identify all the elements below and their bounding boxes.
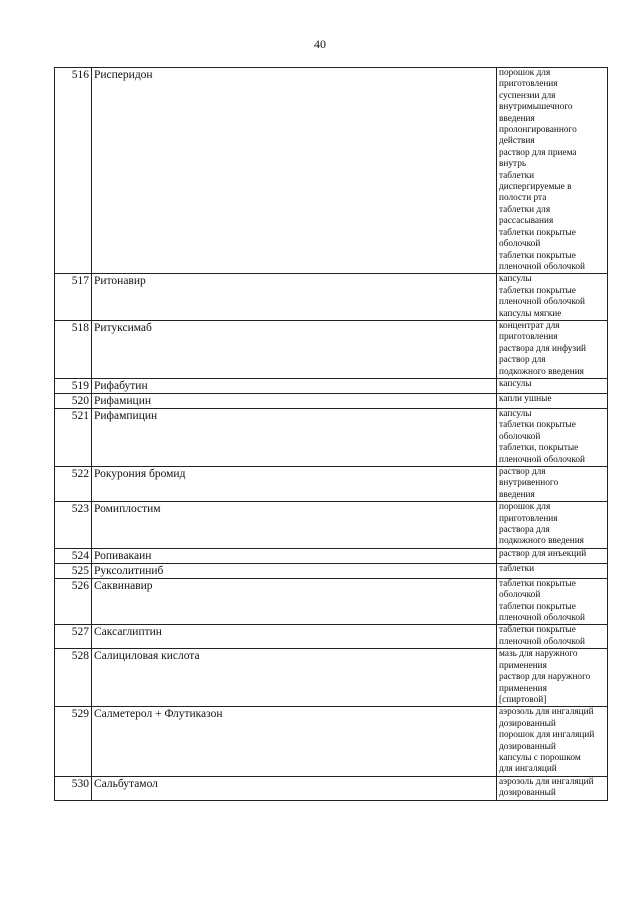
- dosage-form-line: внутримышечного: [499, 102, 573, 113]
- dosage-form-line: таблетки покрытые: [499, 578, 576, 589]
- dosage-form-line: таблетки, покрытые: [499, 443, 579, 454]
- drug-name: Рокурония бромид: [92, 467, 497, 502]
- dosage-form-line: полости рта: [499, 193, 547, 204]
- dosage-forms: [497, 548, 608, 563]
- dosage-form-line: подкожного введения: [499, 536, 584, 547]
- dosage-form-line: раствор для инъекций: [499, 548, 587, 559]
- dosage-form-line: аэрозоль для ингаляций: [499, 776, 594, 787]
- drug-name: Рисперидон: [92, 68, 497, 274]
- dosage-form-line: пленочной оболочкой: [499, 261, 586, 272]
- dosage-forms: [497, 563, 608, 578]
- dosage-form-line: таблетки покрытые: [499, 285, 576, 296]
- dosage-form-line: порошок для ингаляций: [499, 730, 595, 741]
- dosage-form-line: раствор для наружного: [499, 672, 591, 683]
- dosage-forms: [497, 578, 608, 625]
- drug-name: Руксолитиниб: [92, 563, 497, 578]
- row-number: 519: [55, 378, 92, 393]
- dosage-form-line: подкожного введения: [499, 366, 584, 377]
- row-number: 518: [55, 320, 92, 378]
- dosage-form-line: применения: [499, 683, 547, 694]
- dosage-form-line: капсулы: [499, 378, 532, 389]
- dosage-forms: [497, 68, 608, 274]
- drug-name: Ромиплостим: [92, 502, 497, 549]
- dosage-form-line: раствор для приема: [499, 147, 577, 158]
- table-row: [55, 548, 608, 563]
- dosage-form-line: действия: [499, 136, 535, 147]
- dosage-form-line: дозированный: [499, 788, 556, 799]
- dosage-form-line: введения: [499, 113, 535, 124]
- drug-name: Рифабутин: [92, 378, 497, 393]
- dosage-form-line: раствора для: [499, 525, 550, 536]
- drug-table: [54, 67, 608, 801]
- dosage-form-line: капсулы: [499, 274, 532, 285]
- dosage-forms: [497, 378, 608, 393]
- table-row: [55, 707, 608, 776]
- row-number: 525: [55, 563, 92, 578]
- drug-name: Ритонавир: [92, 274, 497, 321]
- drug-name: Ритуксимаб: [92, 320, 497, 378]
- row-number: 522: [55, 467, 92, 502]
- dosage-form-line: капсулы с порошком: [499, 752, 581, 763]
- table-row: [55, 563, 608, 578]
- dosage-form-line: применения: [499, 660, 547, 671]
- drug-name: Салметерол + Флутиказон: [92, 707, 497, 776]
- table-row: [55, 274, 608, 321]
- dosage-form-line: пленочной оболочкой: [499, 613, 586, 624]
- dosage-forms: [497, 408, 608, 466]
- dosage-form-line: раствора для инфузий: [499, 343, 587, 354]
- table-row: [55, 776, 608, 800]
- table-row: [55, 68, 608, 274]
- dosage-form-line: таблетки: [499, 170, 535, 181]
- dosage-forms: [497, 625, 608, 649]
- drug-name: Саксаглиптин: [92, 625, 497, 649]
- row-number: 530: [55, 776, 92, 800]
- dosage-form-line: таблетки для: [499, 204, 551, 215]
- dosage-form-line: введения: [499, 489, 535, 500]
- dosage-form-line: оболочкой: [499, 239, 541, 250]
- dosage-form-line: пленочной оболочкой: [499, 636, 586, 647]
- table-row: [55, 378, 608, 393]
- dosage-form-line: раствор для: [499, 355, 546, 366]
- dosage-form-line: приготовления: [499, 332, 558, 343]
- dosage-form-line: оболочкой: [499, 431, 541, 442]
- table-row: [55, 393, 608, 408]
- table-row: [55, 578, 608, 625]
- drug-name: Ропивакаин: [92, 548, 497, 563]
- dosage-forms: [497, 393, 608, 408]
- row-number: 527: [55, 625, 92, 649]
- dosage-form-line: капсулы: [499, 408, 532, 419]
- dosage-form-line: пленочной оболочкой: [499, 454, 586, 465]
- table-row: [55, 320, 608, 378]
- dosage-form-line: дозированный: [499, 718, 556, 729]
- drug-name: Рифампицин: [92, 408, 497, 466]
- dosage-forms: [497, 467, 608, 502]
- dosage-form-line: таблетки: [499, 563, 535, 574]
- dosage-form-line: таблетки покрытые: [499, 625, 576, 636]
- dosage-form-line: таблетки покрытые: [499, 601, 576, 612]
- drug-name: Салициловая кислота: [92, 649, 497, 707]
- dosage-form-line: [спиртовой]: [499, 694, 547, 705]
- dosage-form-line: рассасывания: [499, 216, 554, 227]
- table-row: [55, 649, 608, 707]
- page-number: 40: [314, 37, 326, 51]
- dosage-form-line: раствор для: [499, 467, 546, 477]
- dosage-form-line: внутрь: [499, 159, 527, 170]
- dosage-form-line: приготовления: [499, 79, 558, 90]
- dosage-form-line: пленочной оболочкой: [499, 297, 586, 308]
- dosage-forms: [497, 502, 608, 549]
- row-number: 524: [55, 548, 92, 563]
- dosage-forms: [497, 320, 608, 378]
- dosage-form-line: таблетки покрытые: [499, 420, 576, 431]
- dosage-form-line: пролонгированного: [499, 125, 577, 136]
- row-number: 521: [55, 408, 92, 466]
- table-row: [55, 502, 608, 549]
- dosage-form-line: оболочкой: [499, 590, 541, 601]
- table-row: [55, 625, 608, 649]
- row-number: 526: [55, 578, 92, 625]
- dosage-form-line: капсулы мягкие: [499, 308, 562, 319]
- dosage-form-line: дозированный: [499, 741, 556, 752]
- dosage-forms: [497, 707, 608, 776]
- dosage-form-line: таблетки покрытые: [499, 250, 576, 261]
- dosage-form-line: внутривенного: [499, 478, 559, 489]
- dosage-form-line: капли ушные: [499, 393, 552, 404]
- drug-table-body: [55, 68, 608, 801]
- dosage-forms: [497, 776, 608, 800]
- dosage-form-line: для ингаляций: [499, 764, 557, 775]
- row-number: 529: [55, 707, 92, 776]
- row-number: 516: [55, 68, 92, 274]
- dosage-form-line: мазь для наружного: [499, 649, 578, 660]
- dosage-forms: [497, 649, 608, 707]
- drug-name: Сальбутамол: [92, 776, 497, 800]
- dosage-form-line: приготовления: [499, 513, 558, 524]
- dosage-form-line: порошок для: [499, 502, 551, 513]
- row-number: 523: [55, 502, 92, 549]
- row-number: 528: [55, 649, 92, 707]
- table-row: [55, 408, 608, 466]
- table-row: [55, 467, 608, 502]
- dosage-form-line: суспензии для: [499, 90, 556, 101]
- dosage-form-line: аэрозоль для ингаляций: [499, 707, 594, 718]
- row-number: 517: [55, 274, 92, 321]
- dosage-form-line: порошок для: [499, 68, 551, 78]
- drug-name: Саквинавир: [92, 578, 497, 625]
- dosage-form-line: концентрат для: [499, 320, 560, 331]
- dosage-form-line: диспергируемые в: [499, 182, 572, 193]
- dosage-form-line: таблетки покрытые: [499, 227, 576, 238]
- dosage-forms: [497, 274, 608, 321]
- row-number: 520: [55, 393, 92, 408]
- drug-name: Рифамицин: [92, 393, 497, 408]
